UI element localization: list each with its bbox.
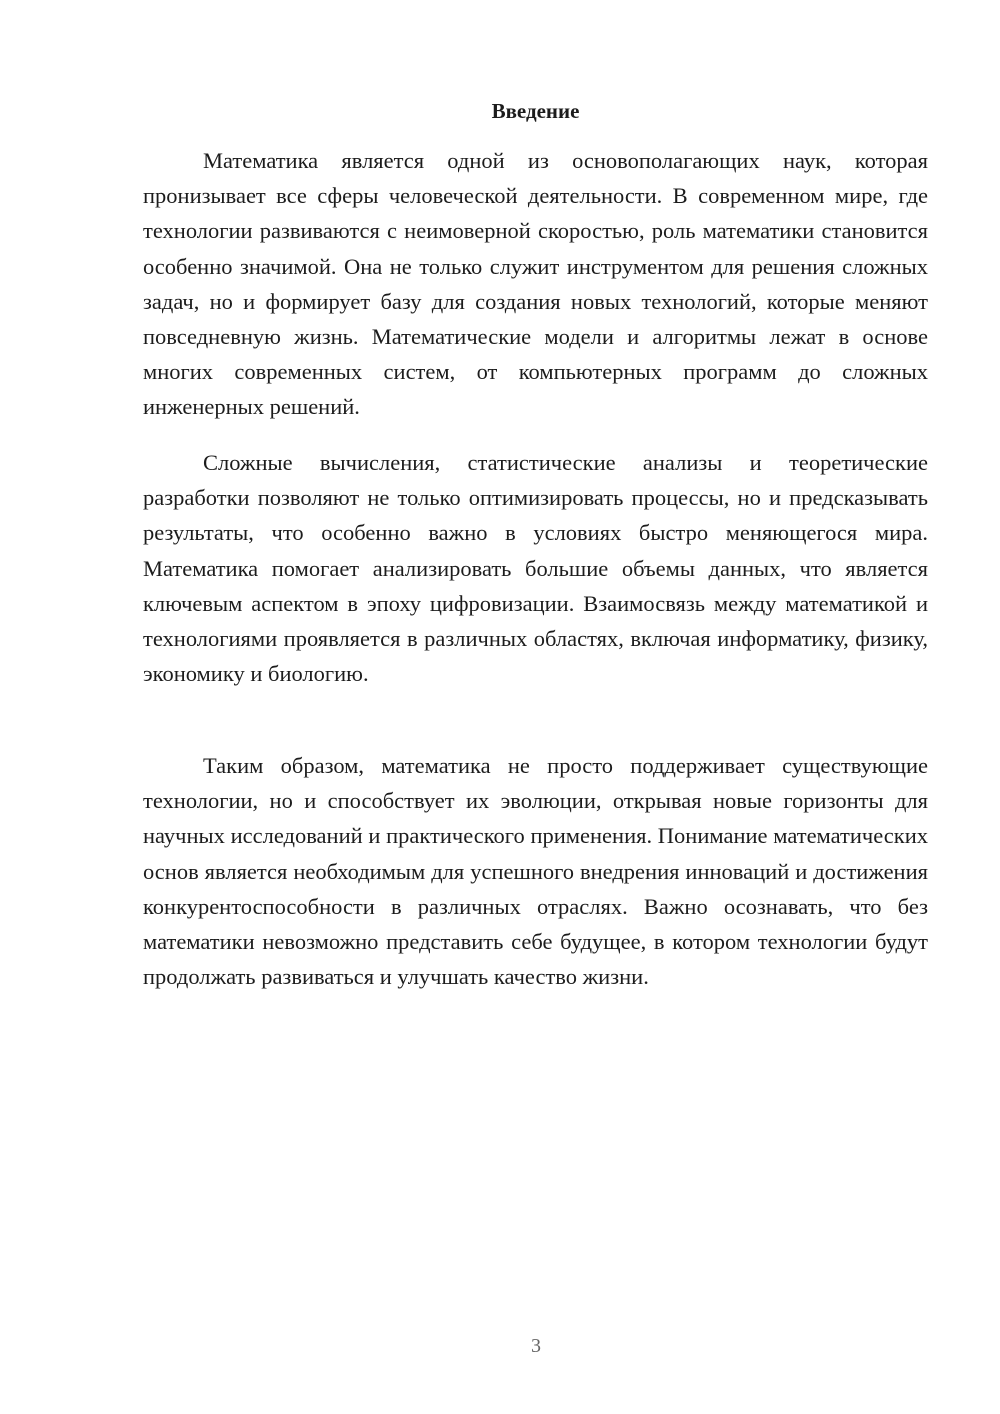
body-paragraph: Таким образом, математика не просто поддерживает существующие технологии, но и способствует их эволюции, открывая новые горизонты для научных исследований и практического применения. Понимание математических основ является необходимым для успешного внедрения инноваций и достижения конкурентоспособности в различных отраслях. Важно осознавать, что без математики невозможно представить себе будущее, в котором технологии будут продолжать развиваться и улучшать качество жизни. <box>143 753 928 990</box>
body-paragraph: Сложные вычисления, статистические анализы и теоретические разработки позволяют не только оптимизировать процессы, но и предсказывать результаты, что особенно важно в условиях быстро меняющегося мира. Математика помогает анализировать большие объемы данных, что является ключевым аспектом в эпоху цифровизации. Взаимосвязь между математикой и технологиями проявляется в различных областях, включая информатику, физику, экономику и биологию. <box>143 450 928 687</box>
section-heading: Введение <box>491 99 580 123</box>
page-number: 3 <box>531 1335 541 1357</box>
body-paragraph: Математика является одной из основополагающих наук, которая пронизывает все сферы человеческой деятельности. В современном мире, где технологии развиваются с неимоверной скоростью, роль математики становится особенно значимой. Она не только служит инструментом для решения сложных задач, но и формирует базу для создания новых технологий, которые меняют повседневную жизнь. Математические модели и алгоритмы лежат в основе многих современных систем, от компьютерных программ до сложных инженерных решений. <box>143 148 928 420</box>
